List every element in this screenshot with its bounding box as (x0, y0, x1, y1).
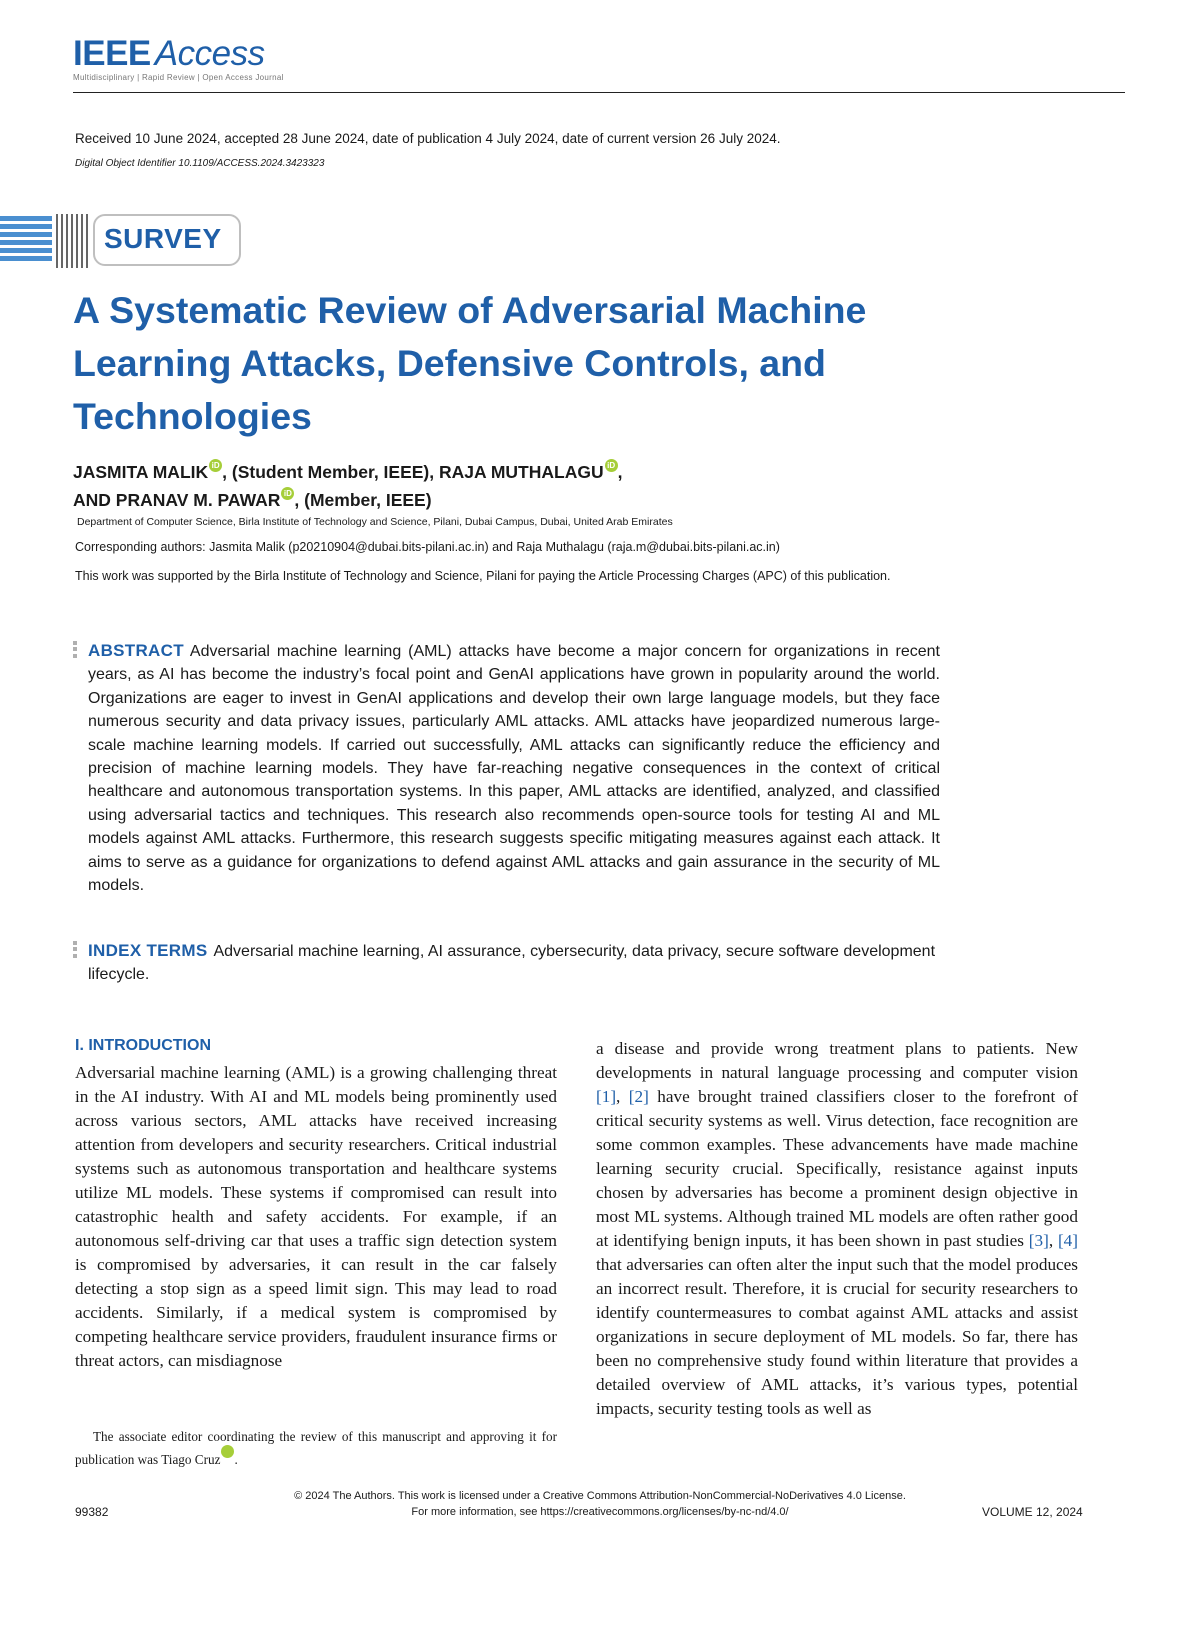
license-notice (150, 1488, 1050, 1520)
citation-link[interactable]: [2] (628, 1087, 649, 1106)
header-divider (73, 92, 1125, 93)
body-text: , (1048, 1231, 1058, 1250)
orcid-icon[interactable]: iD (209, 459, 222, 472)
body-text: that adversaries can often alter the input such that the model produces an incorrect result. Therefore, it is crucial for security researchers to identify countermeasures to combat against AML attacks and assist organizations in secure deployment of ML models. So far, there has been no comprehensive study found within literature that provides a detailed overview of AML attacks, it’s various types, potential impacts, security testing tools as well as (596, 1255, 1078, 1418)
citation-link[interactable]: [1] (596, 1087, 617, 1106)
logo-ieee: IEEE (73, 34, 151, 73)
author-line-2 (73, 490, 432, 511)
citation-link[interactable]: [3] (1028, 1231, 1049, 1250)
logo-tagline: Multidisciplinary | Rapid Review | Open Access Journal (73, 73, 284, 82)
index-terms-text: Adversarial machine learning, AI assurance, cybersecurity, data privacy, secure software development lifecycle. (88, 943, 936, 984)
index-terms-label: INDEX TERMS (88, 941, 208, 960)
section-marker-icon (73, 641, 79, 660)
affiliation: Department of Computer Science, Birla Institute of Technology and Science, Pilani, Dubai Campus, Dubai, United Arab Emirates (77, 516, 673, 528)
paper-title: A Systematic Review of Adversarial Machine Learning Attacks, Defensive Controls, and Technologies (73, 289, 867, 437)
journal-logo (73, 34, 284, 82)
doi: Digital Object Identifier 10.1109/ACCESS.2024.3423323 (75, 158, 325, 169)
section-heading: I. INTRODUCTION (75, 1037, 211, 1054)
citation-link[interactable]: [4] (1057, 1231, 1078, 1250)
abstract-text: Adversarial machine learning (AML) attacks have become a major concern for organizations in recent years, as AI has become the industry’s focal point and GenAI applications have grown in popularity around the world. Organizations are eager to invest in GenAI applications and develop their own large language models, but they face numerous security and data privacy issues, particularly AML attacks. AML attacks have jeopardized numerous large-scale machine learning models. If carried out successfully, AML attacks can significantly reduce the efficiency and precision of machine learning models. They have far-reaching negative consequences in the context of critical healthcare and autonomous transportation systems. In this paper, AML attacks are identified, analyzed, and classified using adversarial tactics and techniques. This research also recommends open-source tools for testing AI and ML models against AML attacks. Furthermore, this research suggests specific mitigating measures against each attack. It aims to serve as a guidance for organizations to defend against AML attacks and gain assurance in the security of ML models. (88, 643, 940, 895)
abstract-label: ABSTRACT (88, 641, 184, 660)
author-affil-text: , (Member, IEEE) (294, 490, 432, 510)
intro-column-right (596, 1037, 1078, 1421)
editor-footnote (75, 1425, 557, 1471)
author-affil-text: , (Student Member, IEEE), RAJA MUTHALAGU (222, 462, 604, 482)
orcid-icon[interactable]: iD (221, 1445, 234, 1458)
funding-statement: This work was supported by the Birla Institute of Technology and Science, Pilani for paying the Article Processing Charges (APC) of this publication. (75, 569, 891, 583)
author-line-1 (73, 462, 622, 483)
footnote-end: . (234, 1452, 238, 1467)
corresponding-authors: Corresponding authors: Jasmita Malik (p20210904@dubai.bits-pilani.ac.in) and Raja Muthalagu (raja.m@dubai.bits-pilani.ac.in) (75, 540, 780, 554)
license-line: © 2024 The Authors. This work is licensed under a Creative Commons Attribution-NonCommercial-NoDerivatives 4.0 License. (294, 1490, 906, 1502)
section-badge: SURVEY (104, 223, 222, 254)
survey-stripes-icon (0, 214, 105, 268)
abstract (88, 639, 940, 897)
author-name: JASMITA MALIK (73, 462, 209, 482)
body-text: have brought trained classifiers closer to the forefront of critical security systems as well. Virus detection, face recognition are some common examples. These advancements have made machine learning security crucial. Specifically, resistance against inputs chosen by adversaries has become a prominent design objective in most ML systems. Although trained ML models are often rather good at identifying benign inputs, it has been shown in past studies (596, 1087, 1078, 1250)
author-comma: , (617, 462, 623, 482)
received-dates: Received 10 June 2024, accepted 28 June 2024, date of publication 4 July 2024, date of current version 26 July 2024. (75, 131, 781, 146)
body-text: , (616, 1087, 629, 1106)
index-terms (88, 939, 940, 987)
author-name: AND PRANAV M. PAWAR (73, 490, 281, 510)
orcid-icon[interactable]: iD (281, 487, 294, 500)
footnote-text: The associate editor coordinating the review of this manuscript and approving it for publication was Tiago Cruz (75, 1429, 557, 1467)
page-number: 99382 (75, 1505, 109, 1519)
volume-info: VOLUME 12, 2024 (982, 1505, 1083, 1519)
body-text: a disease and provide wrong treatment plans to patients. New developments in natural language processing and computer vision (596, 1039, 1078, 1082)
license-link[interactable]: For more information, see https://creativecommons.org/licenses/by-nc-nd/4.0/ (411, 1506, 789, 1518)
logo-access: Access (154, 34, 265, 73)
section-marker-icon (73, 941, 79, 960)
intro-column-left: Adversarial machine learning (AML) is a growing challenging threat in the AI industry. With AI and ML models being prominently used across various sectors, AML attacks have received increasing attention from developers and security researchers. Critical industrial systems such as autonomous transportation and healthcare systems utilize ML models. These systems if compromised can result into catastrophic health and safety accidents. For example, if an autonomous self-driving car that uses a traffic sign detection system is compromised by adversaries, it can result in the car falsely detecting a stop sign as a speed limit sign. This may lead to road accidents. Similarly, if a medical system is compromised by competing healthcare service providers, fraudulent insurance firms or threat actors, can misdiagnose (75, 1063, 557, 1370)
orcid-icon[interactable]: iD (605, 459, 618, 472)
